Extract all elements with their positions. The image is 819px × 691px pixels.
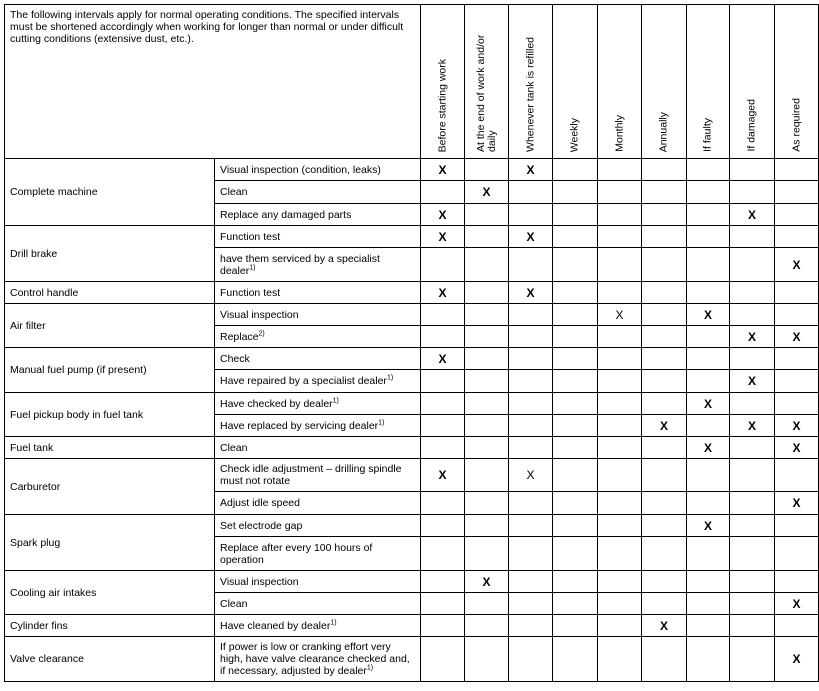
interval-mark [730,304,775,326]
interval-mark [775,348,819,370]
interval-mark [421,415,465,437]
interval-mark [642,282,687,304]
table-row [5,571,819,593]
component-name: Cooling air intakes [5,571,215,615]
footnote-ref: 2) [258,330,265,337]
interval-mark [465,459,509,492]
interval-mark [465,248,509,282]
interval-mark [509,248,553,282]
interval-mark [775,282,819,304]
task-label: Visual inspection (condition, leaks) [220,163,381,176]
column-header-label: Annually [657,111,670,152]
interval-mark [553,204,598,226]
task-cell [215,393,421,415]
task-cell [215,615,421,637]
interval-mark [421,571,465,593]
footnote-ref: 1) [332,397,339,404]
component-name: Fuel pickup body in fuel tank [5,393,215,437]
task-label: Have cleaned by dealer [220,619,331,632]
interval-mark [509,571,553,593]
column-header-label: Whenever tank is refilled [524,37,536,152]
interval-mark [553,159,598,181]
task-cell [215,537,421,571]
component-name: Drill brake [5,226,215,282]
task-cell [215,593,421,615]
interval-mark [465,492,509,515]
task-cell [215,348,421,370]
interval-mark [730,437,775,459]
interval-mark [775,226,819,248]
interval-mark [687,204,730,226]
interval-mark [730,515,775,537]
task-label: If power is low or cranking effort very high, have valve clearance checked and, if necessary, adjusted by dealer [220,641,410,677]
interval-mark [730,593,775,615]
interval-mark [642,326,687,348]
task-cell [215,159,421,181]
interval-mark [509,326,553,348]
interval-mark [553,615,598,637]
interval-mark [642,370,687,393]
interval-mark [421,248,465,282]
interval-mark [598,282,642,304]
interval-mark [465,637,509,682]
interval-mark: X [775,637,819,682]
task-cell [215,637,421,682]
task-label: Have repaired by a specialist dealer [220,375,387,387]
interval-mark: X [509,282,553,304]
interval-mark: X [509,459,553,492]
interval-mark [775,515,819,537]
task-cell [215,459,421,492]
component-name: Control handle [5,282,215,304]
interval-mark: X [730,326,775,348]
column-header-label: If damaged [745,99,758,152]
task-label: Replace any damaged parts [220,208,352,221]
interval-mark: X [465,571,509,593]
table-row [5,226,819,248]
footnote-ref: 1) [386,374,394,382]
interval-mark [598,615,642,637]
interval-mark [687,248,730,282]
interval-mark [598,204,642,226]
task-label: Clean [220,186,248,198]
interval-mark [730,226,775,248]
interval-mark [775,459,819,492]
interval-mark [642,304,687,326]
interval-mark: X [687,393,730,415]
interval-mark [730,459,775,492]
interval-mark [687,615,730,637]
interval-mark [553,415,598,437]
interval-mark [553,181,598,204]
interval-mark [730,637,775,682]
task-label: Have checked by dealer [220,397,333,410]
table-row [5,515,819,537]
interval-mark [465,204,509,226]
interval-mark [509,492,553,515]
task-cell [215,437,421,459]
interval-mark [598,248,642,282]
table-row [5,437,819,459]
interval-mark [730,615,775,637]
column-header-label: If faulty [701,118,714,152]
column-header-label: Weekly [568,117,581,152]
interval-mark [465,304,509,326]
interval-mark: X [775,437,819,459]
interval-mark [553,282,598,304]
interval-mark [730,181,775,204]
interval-mark [730,571,775,593]
interval-mark [730,537,775,571]
task-label: Check [220,352,250,365]
footnote-ref: 1) [378,419,385,426]
interval-mark: X [687,304,730,326]
table-row [5,637,819,682]
interval-mark [642,492,687,515]
maintenance-schedule-table [4,4,819,682]
interval-mark [687,537,730,571]
interval-mark: X [775,248,819,282]
interval-mark [775,537,819,571]
column-header [509,5,553,159]
interval-mark [598,459,642,492]
task-cell [215,204,421,226]
interval-mark [509,393,553,415]
interval-mark [642,204,687,226]
interval-mark [775,370,819,393]
interval-mark [421,492,465,515]
interval-mark: X [642,415,687,437]
interval-mark [687,159,730,181]
task-cell [215,304,421,326]
task-cell [215,226,421,248]
interval-mark [553,437,598,459]
column-header [687,5,730,159]
interval-mark [421,515,465,537]
task-label: Have replaced by servicing dealer [220,419,379,432]
interval-mark [465,348,509,370]
table-row [5,304,819,326]
interval-mark [775,159,819,181]
interval-mark [553,571,598,593]
interval-mark [642,571,687,593]
task-cell [215,571,421,593]
component-name: Air filter [5,304,215,348]
interval-mark [553,393,598,415]
interval-mark [642,181,687,204]
task-cell [215,181,421,204]
interval-mark [465,226,509,248]
interval-mark [598,437,642,459]
interval-mark [465,393,509,415]
task-label: have them serviced by a specialist dealer [220,252,380,277]
footnote-ref: 1) [366,664,374,672]
interval-mark [553,593,598,615]
interval-mark [598,326,642,348]
table-row [5,459,819,492]
interval-mark [465,437,509,459]
interval-mark [642,459,687,492]
interval-mark [465,415,509,437]
interval-mark [775,304,819,326]
interval-mark: X [775,326,819,348]
interval-mark [642,593,687,615]
task-label: Visual inspection [220,575,299,588]
interval-mark [598,515,642,537]
interval-mark: X [730,415,775,437]
interval-mark [642,248,687,282]
table-row [5,393,819,415]
column-header-label: Before starting work [436,58,448,152]
interval-mark [509,593,553,615]
table-row [5,282,819,304]
interval-mark [642,515,687,537]
interval-mark: X [421,348,465,370]
interval-mark [642,637,687,682]
interval-mark [421,181,465,204]
interval-mark: X [730,370,775,393]
interval-mark [598,348,642,370]
interval-mark [687,282,730,304]
interval-mark [553,515,598,537]
interval-mark [687,637,730,682]
task-label: Set electrode gap [220,519,303,532]
column-header [553,5,598,159]
interval-mark [465,159,509,181]
interval-mark [730,282,775,304]
interval-mark [421,615,465,637]
interval-mark [553,226,598,248]
interval-mark [598,571,642,593]
header-row [5,5,819,159]
task-cell [215,492,421,515]
interval-mark [509,304,553,326]
task-label: Check idle adjustment – drilling spindle must not rotate [220,463,402,487]
intro-text: The following intervals apply for normal operating conditions. The specified intervals must be shortened accordingly when working for longer than normal or under difficult cutting conditions (extensive dust, etc.). [5,5,421,159]
interval-mark [730,393,775,415]
interval-mark: X [775,492,819,515]
task-cell [215,370,421,393]
interval-mark [421,437,465,459]
interval-mark [687,492,730,515]
interval-mark [687,226,730,248]
interval-mark [465,326,509,348]
footnote-ref: 1) [330,619,337,626]
interval-mark [509,348,553,370]
task-label: Clean [220,597,248,610]
task-label: Clean [220,441,248,454]
interval-mark [730,348,775,370]
interval-mark [509,370,553,393]
interval-mark [553,637,598,682]
interval-mark: X [687,515,730,537]
interval-mark [465,593,509,615]
interval-mark [553,459,598,492]
column-header-label: Monthly [613,115,625,152]
interval-mark [730,492,775,515]
interval-mark [598,393,642,415]
interval-mark [642,393,687,415]
interval-mark [553,326,598,348]
interval-mark [509,637,553,682]
task-cell [215,415,421,437]
interval-mark: X [642,615,687,637]
interval-mark: X [687,437,730,459]
table-row [5,159,819,181]
interval-mark [687,370,730,393]
interval-mark [642,226,687,248]
interval-mark [598,415,642,437]
table-row [5,615,819,637]
component-name: Fuel tank [5,437,215,459]
interval-mark [687,459,730,492]
interval-mark [730,248,775,282]
interval-mark [465,282,509,304]
interval-mark [465,537,509,571]
interval-mark: X [509,226,553,248]
task-cell [215,248,421,282]
interval-mark: X [465,181,509,204]
interval-mark [421,370,465,393]
interval-mark: X [598,304,642,326]
interval-mark [687,348,730,370]
interval-mark [598,370,642,393]
interval-mark [553,304,598,326]
interval-mark [465,515,509,537]
task-label: Function test [220,230,281,243]
interval-mark [687,571,730,593]
component-name: Complete machine [5,159,215,226]
interval-mark [642,537,687,571]
interval-mark [775,571,819,593]
interval-mark [465,370,509,393]
task-label: Visual inspection [220,308,299,321]
interval-mark [598,159,642,181]
column-header [730,5,775,159]
column-header [421,5,465,159]
interval-mark [642,159,687,181]
interval-mark: X [775,415,819,437]
task-cell [215,282,421,304]
component-name: Carburetor [5,459,215,515]
interval-mark: X [421,159,465,181]
interval-mark [509,437,553,459]
interval-mark [642,437,687,459]
interval-mark: X [421,459,465,492]
interval-mark [775,393,819,415]
interval-mark [553,537,598,571]
interval-mark [553,348,598,370]
interval-mark: X [730,204,775,226]
interval-mark [687,593,730,615]
interval-mark [598,537,642,571]
table-row [5,348,819,370]
interval-mark [509,204,553,226]
interval-mark: X [421,204,465,226]
task-label: Replace [220,330,259,343]
interval-mark [775,615,819,637]
column-header [598,5,642,159]
interval-mark: X [421,282,465,304]
interval-mark [421,593,465,615]
task-cell [215,515,421,537]
interval-mark [509,415,553,437]
task-label: Replace after every 100 hours of operation [220,541,373,566]
interval-mark [553,248,598,282]
component-name: Valve clearance [5,637,215,682]
column-header [642,5,687,159]
component-name: Spark plug [5,515,215,571]
interval-mark [421,537,465,571]
interval-mark [687,181,730,204]
interval-mark [509,537,553,571]
task-label: Adjust idle speed [220,497,300,509]
interval-mark [598,181,642,204]
interval-mark [421,393,465,415]
column-header [465,5,509,159]
column-header-label: As required [790,98,802,152]
interval-mark [775,181,819,204]
column-header-label: At the end of work and/or daily [474,34,498,152]
interval-mark [509,181,553,204]
interval-mark: X [775,593,819,615]
interval-mark [687,326,730,348]
component-name: Cylinder fins [5,615,215,637]
interval-mark [598,226,642,248]
interval-mark [687,415,730,437]
interval-mark [598,492,642,515]
task-label: Function test [220,286,281,299]
interval-mark [421,326,465,348]
component-name: Manual fuel pump (if present) [5,348,215,393]
footnote-ref: 1) [249,264,256,271]
interval-mark: X [421,226,465,248]
task-cell [215,326,421,348]
interval-mark [465,615,509,637]
interval-mark [553,492,598,515]
interval-mark [730,159,775,181]
interval-mark [421,304,465,326]
interval-mark [509,615,553,637]
interval-mark [553,370,598,393]
column-header [775,5,819,159]
interval-mark [421,637,465,682]
interval-mark [509,515,553,537]
interval-mark [598,593,642,615]
interval-mark [642,348,687,370]
interval-mark: X [509,159,553,181]
interval-mark [775,204,819,226]
interval-mark [598,637,642,682]
